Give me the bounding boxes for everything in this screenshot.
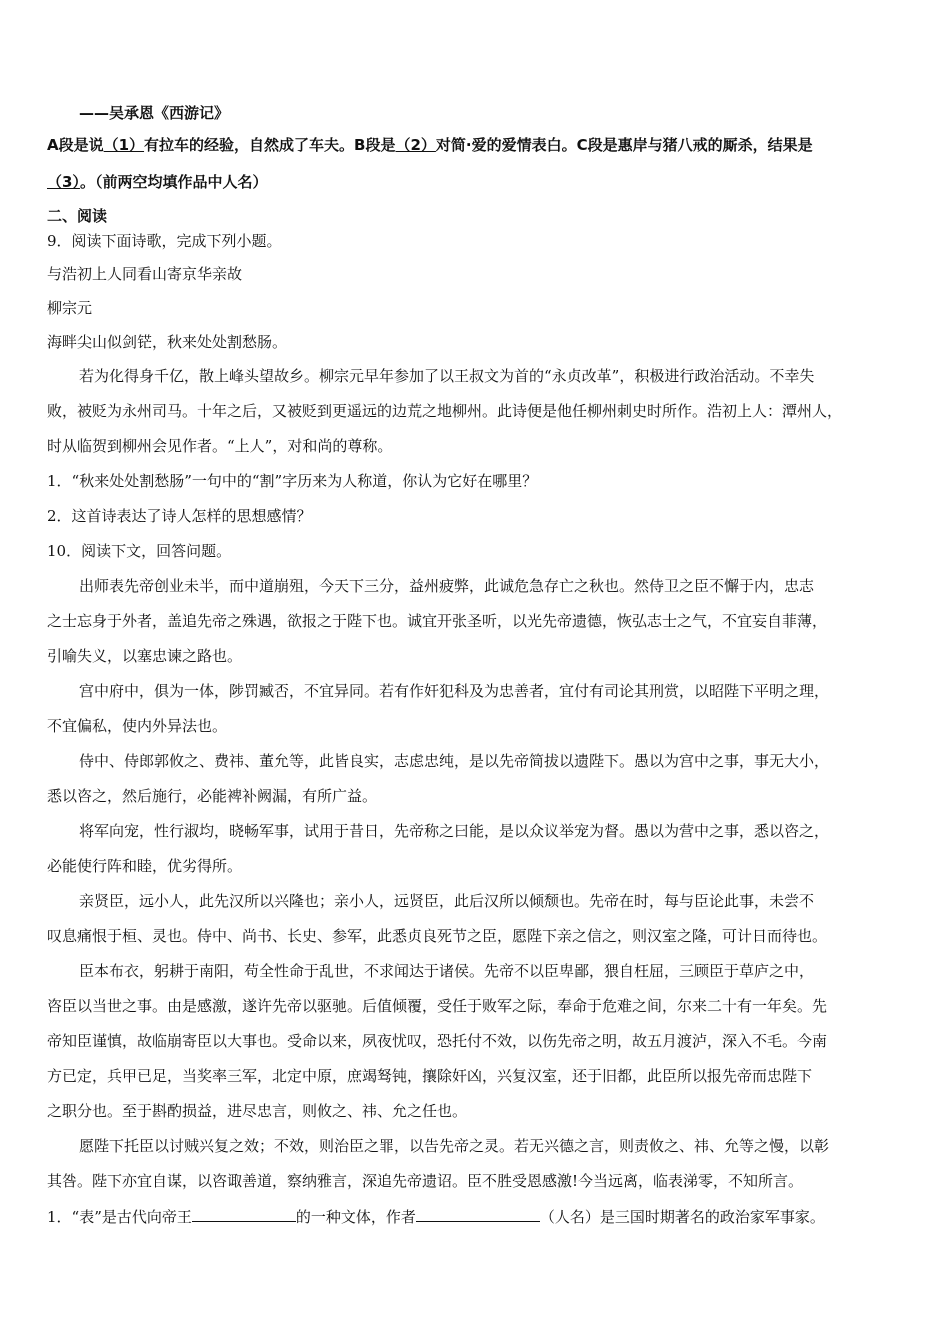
q9-note-line-1: 若为化得身千亿，散上峰头望故乡。柳宗元早年参加了以王叔文为首的“永贞改革”，积极进行政治活动。不幸失 <box>79 367 815 385</box>
q10-sub1-text-a: 1．“表”是古代向帝王 <box>47 1208 192 1226</box>
answer-blank-2[interactable] <box>416 1206 540 1222</box>
q10-sub1-text-c: （人名）是三国时期著名的政治家军事家。 <box>539 1208 825 1226</box>
q10-text-line: 之士忘身于外者，盖追先帝之殊遇，欲报之于陛下也。诚宜开张圣听，以光先帝遗德，恢弘志士之气，不宜妄自菲薄， <box>47 612 828 630</box>
q10-text-line: 悉以咨之，然后施行，必能裨补阙漏，有所广益。 <box>47 787 378 805</box>
q10-text-line: 引喻失义，以塞忠谏之路也。 <box>47 647 243 665</box>
q10-text-line: 臣本布衣，躬耕于南阳，苟全性命于乱世，不求闻达于诸侯。先帝不以臣卑鄙，猥自枉屈，三顾臣于草庐之中， <box>79 962 815 980</box>
q10-text-line: 侍中、侍郎郭攸之、费祎、董允等，此皆良实，志虑忠纯，是以先帝简拔以遗陛下。愚以为宫中之事，事无大小， <box>79 752 830 770</box>
q9-intro: 9．阅读下面诗歌，完成下列小题。 <box>47 232 282 250</box>
q9-poem-line-1: 海畔尖山似剑铓，秋来处处割愁肠。 <box>47 333 288 351</box>
q8-text-a: A段是说 <box>47 136 104 154</box>
q10-subquestion-1 <box>47 1206 910 1227</box>
q10-text-line: 之职分也。至于斟酌损益，进尽忠言，则攸之、祎、允之任也。 <box>47 1102 468 1120</box>
q8-text-d: 。（前两空均填作品中人名） <box>79 173 268 191</box>
q8-blank-3: （3） <box>47 173 80 191</box>
q8-blank-2: （2） <box>395 136 436 154</box>
q10-intro: 10．阅读下文，回答问题。 <box>47 542 232 560</box>
q8-text-b: 有拉车的经验，自然成了车夫。B段是 <box>144 136 396 154</box>
q10-text-line: 其咎。陛下亦宜自谋，以咨诹善道，察纳雅言，深追先帝遗诏。臣不胜受恩感激!今当远离，临表涕零，不知所言。 <box>47 1172 804 1190</box>
q10-text-line: 方已定，兵甲已足，当奖率三军，北定中原，庶竭驽钝，攘除奸凶，兴复汉室，还于旧都，此臣所以报先帝而忠陛下 <box>47 1067 813 1085</box>
answer-blank-1[interactable] <box>192 1206 296 1222</box>
q10-text-line: 将军向宠，性行淑均，晓畅军事，试用于昔日，先帝称之曰能，是以众议举宠为督。愚以为营中之事，悉以咨之， <box>79 822 830 840</box>
q10-text-line: 愿陛下托臣以讨贼兴复之效；不效，则治臣之罪，以告先帝之灵。若无兴德之言，则责攸之、祎、允等之慢，以彰 <box>79 1137 830 1155</box>
q10-text-line: 出师表先帝创业未半，而中道崩殂，今天下三分，益州疲弊，此诚危急存亡之秋也。然侍卫之臣不懈于内，忠志 <box>79 577 815 595</box>
q10-text-line: 咨臣以当世之事。由是感激，遂许先帝以驱驰。后值倾覆，受任于败军之际，奉命于危难之间，尔来二十有一年矣。先 <box>47 997 828 1015</box>
q8-text-line-2 <box>47 172 910 192</box>
q10-sub1-text-b: 的一种文体，作者 <box>295 1208 416 1226</box>
q9-subquestion-2: 2．这首诗表达了诗人怎样的思想感情？ <box>47 507 312 525</box>
q9-poem-title: 与浩初上人同看山寄京华亲故 <box>47 265 243 283</box>
q8-blank-1: （1） <box>103 136 145 154</box>
q8-text-c: 对简·爱的爱情表白。C段是惠岸与猪八戒的厮杀，结果是 <box>435 136 813 154</box>
section-title: 二、阅读 <box>47 207 108 225</box>
q10-text-line: 宫中府中，俱为一体，陟罚臧否，不宜异同。若有作奸犯科及为忠善者，宜付有司论其刑赏，以昭陛下平明之理， <box>79 682 830 700</box>
q10-text-line: 不宜偏私，使内外异法也。 <box>47 717 228 735</box>
q10-text-line: 必能使行阵和睦，优劣得所。 <box>47 857 243 875</box>
source-citation: ——吴承恩《西游记》 <box>79 104 230 122</box>
q10-text-line: 叹息痛恨于桓、灵也。侍中、尚书、长史、参军，此悉贞良死节之臣，愿陛下亲之信之，则汉室之隆，可计日而待也。 <box>47 927 828 945</box>
q9-subquestion-1: 1．“秋来处处割愁肠”一句中的“割”字历来为人称道，你认为它好在哪里？ <box>47 472 538 490</box>
q8-text-line-1 <box>47 135 910 155</box>
q10-text-line: 帝知臣谨慎，故临崩寄臣以大事也。受命以来，夙夜忧叹，恐托付不效，以伤先帝之明，故五月渡泸，深入不毛。今南 <box>47 1032 828 1050</box>
q9-poem-author: 柳宗元 <box>47 299 93 317</box>
q10-text-line: 亲贤臣，远小人，此先汉所以兴隆也；亲小人，远贤臣，此后汉所以倾颓也。先帝在时，每与臣论此事，未尝不 <box>79 892 815 910</box>
q9-note-line-2: 败，被贬为永州司马。十年之后，又被贬到更遥远的边荒之地柳州。此诗便是他任柳州刺史时所作。浩初上人：潭州人， <box>47 402 843 420</box>
q9-note-line-3: 时从临贺到柳州会见作者。“上人”，对和尚的尊称。 <box>47 437 393 455</box>
